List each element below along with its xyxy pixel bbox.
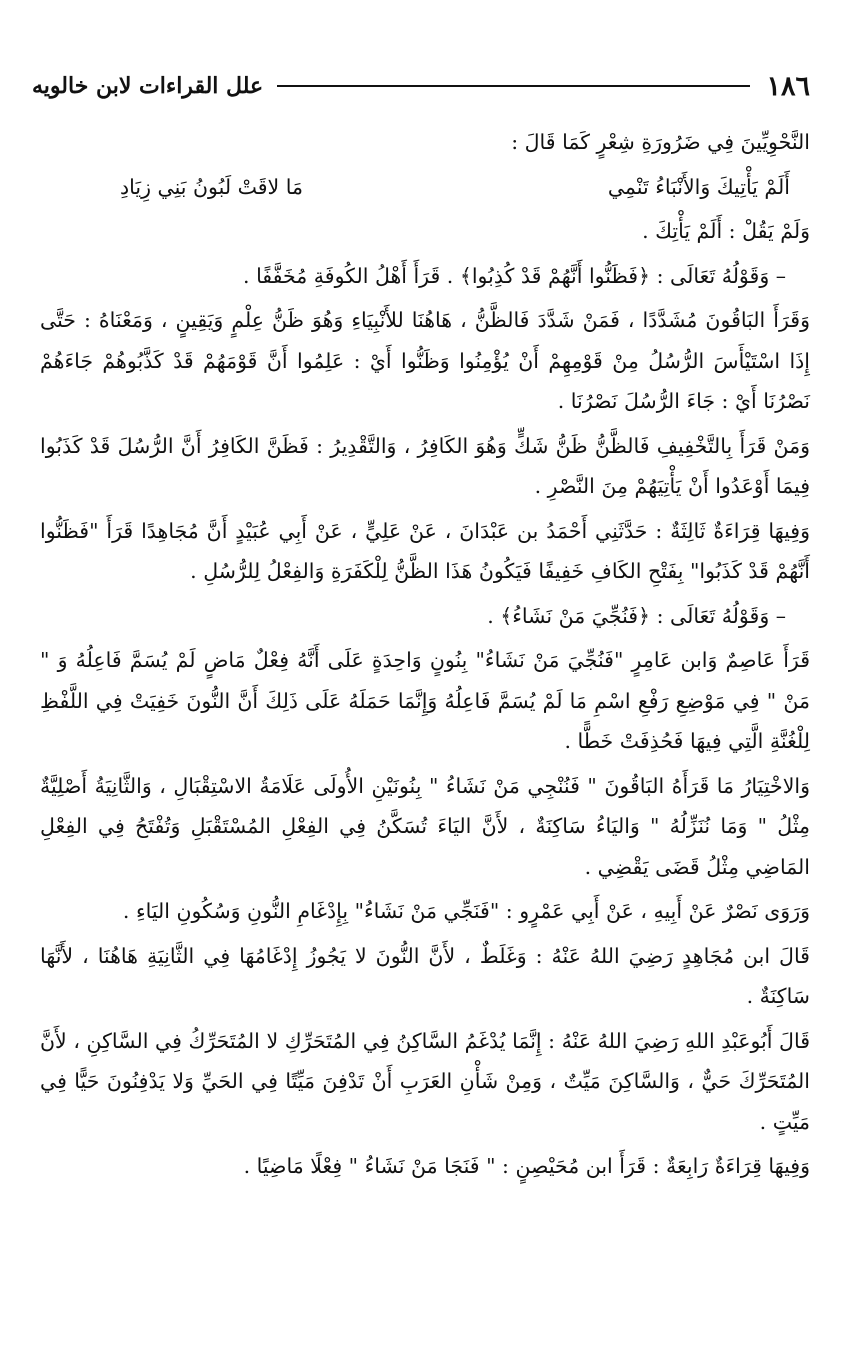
paragraph-5: وَمَنْ قَرَأَ بِالتَّخْفِيفِ فَالظَّنُّ ظَنُّ شَكٍّ وَهُوَ الكَافِرُ ، وَالتَّقْدِيرُ : فَظَنَّ الكَافِرُ أَنَّ الرُّسُلَ قَدْ كَذَبُوا فِيمَا أَوْعَدُوا أَنْ يَأْتِيَهُمْ مِنَ النَّصْرِ . [40, 433, 810, 498]
paragraph-10: وَرَوَى نَصْرٌ عَنْ أَبِيهِ ، عَنْ أَبِي عَمْرٍو : "فَنَجِّي مَنْ نَشَاءُ" بِإِدْغَامِ النُّونِ وَسُكُونِ اليَاءِ . [122, 899, 810, 923]
paragraph-11: قَالَ ابن مُجَاهِدٍ رَضِيَ اللهُ عَنْهُ : وَغَلَطٌ ، لأَنَّ النُّونَ لا يَجُوزُ إِدْغَامُهَا فِي الثَّانِيَةِ هَاهُنَا ، لأَنَّهَا سَاكِنَةٌ . [40, 943, 810, 1008]
paragraph-13: وَفِيهَا قِرَاءَةٌ رَابِعَةٌ : قَرَأَ ابن مُحَيْصِنٍ : " فَنَجَا مَنْ نَشَاءُ " فِعْلًا مَاضِيًا . [243, 1154, 810, 1178]
paragraph-9: وَالاخْتِيَارُ مَا قَرَأَهُ البَاقُونَ " فَنُنْجِي مَنْ نَشَاءُ " بِنُونَيْنِ الأُولَى عَلَامَةُ الاسْتِقْبَالِ ، وَالثَّانِيَةُ أَصْلِيَّةٌ مِثْلُ " وَمَا نُنَزِّلُهُ " وَاليَاءُ سَاكِنَةٌ ، لأَنَّ اليَاءَ تُسَكَّنُ فِي الفِعْلِ المُسْتَقْبَلِ وَتُفْتَحُ فِي الفِعْلِ المَاضِي مِثْلُ قَضَى يَقْضِي . [40, 773, 810, 879]
paragraph-6: وَفِيهَا قِرَاءَةٌ ثَالِثَةٌ : حَدَّثَنِي أَحْمَدُ بن عَبْدَانَ ، عَنْ عَلِيٍّ ، عَنْ أَبِي عُبَيْدٍ أَنَّ مُجَاهِدًا قَرَأَ "فَظَنُّوا أَنَّهُمْ قَدْ كَذَبُوا" بِفَتْحِ الكَافِ خَفِيفًا فَيَكُونُ هَذَا الظَّنُّ لِلْكَفَرَةِ وَالفِعْلُ لِلرُّسُلِ . [40, 518, 810, 583]
poetry-verse [40, 167, 810, 208]
book-title: علل القراءات لابن خالويه [32, 73, 264, 99]
paragraph-12: قَالَ أَبُوعَبْدِ اللهِ رَضِيَ اللهُ عَنْهُ : إِنَّمَا يُدْغَمُ السَّاكِنُ فِي المُتَحَرِّكِ لا المُتَحَرِّكُ فِي السَّاكِنِ ، لأَنَّ المُتَحَرِّكَ حَيٌّ ، وَالسَّاكِنَ مَيِّتٌ ، وَمِنْ شَأْنِ العَرَبِ أَنْ تَدْفِنَ مَيِّتًا فِي الحَيِّ وَلا يَدْفِنُونَ حَيًّا فِي مَيِّتٍ . [40, 1028, 810, 1134]
verse-first-hemistich: أَلَمْ يَأْتِيكَ وَالأَنْبَاءُ تَنْمِي [607, 174, 790, 199]
paragraph-8: قَرَأَ عَاصِمٌ وَابن عَامِرٍ "فَنُجِّيَ مَنْ نَشَاءُ" بِنُونٍ وَاحِدَةٍ عَلَى أَنَّهُ فِعْلٌ مَاضٍ لَمْ يُسَمَّ فَاعِلُهُ وَ " مَنْ " فِي مَوْضِعِ رَفْعِ اسْمِ مَا لَمْ يُسَمَّ فَاعِلُهُ وَإِنَّمَا حَمَلَهُ عَلَى ذَلِكَ أَنَّ النُّونَ خَفِيَتْ فِي اللَّفْظِ لِلْغُنَّةِ الَّتِي فِيهَا فَحُذِفَتْ خَطًّا . [40, 648, 810, 753]
verse-second-hemistich: مَا لاقَتْ لَبُونُ بَنِي زِيَادِ [120, 174, 303, 199]
paragraph-2: وَلَمْ يَقُلْ : أَلَمْ يَأْتِكَ . [642, 219, 810, 243]
paragraph-1: النَّحْوِيِّينَ فِي ضَرُورَةِ شِعْرٍ كَمَا قَالَ : [511, 130, 810, 154]
paragraph-3: – وَقَوْلُهُ تَعَالَى : ﴿فَظَنُّوا أَنَّهُمْ قَدْ كُذِبُوا﴾ . قَرَأَ أَهْلُ الكُوفَةِ مُخَفَّفًا . [243, 263, 786, 288]
paragraph-4: وَقَرَأَ البَاقُونَ مُشَدَّدًا ، فَمَنْ شَدَّدَ فَالظَّنُّ ، هَاهُنَا للأَنْبِيَاءِ وَهُوَ ظَنُّ عِلْمٍ وَيَقِينٍ ، وَمَعْنَاهُ : حَتَّى إِذَا اسْتَيْأَسَ الرُّسُلُ مِنْ قَوْمِهِمْ أَنْ يُؤْمِنُوا وَظَنُّوا أَيْ : عَلِمُوا أَنَّ قَوْمَهُمْ قَدْ كَذَّبُوهُمْ جَاءَهُمْ نَصْرُنَا أَيْ : جَاءَ الرُّسُلَ نَصْرُنَا . [40, 308, 810, 413]
header-rule [277, 85, 750, 87]
page-number: ١٨٦ [766, 70, 810, 102]
page-header [32, 66, 810, 106]
body-text [40, 122, 810, 1191]
paragraph-7: – وَقَوْلُهُ تَعَالَى : ﴿فَنُجِّيَ مَنْ نَشَاءُ﴾ . [487, 603, 786, 628]
